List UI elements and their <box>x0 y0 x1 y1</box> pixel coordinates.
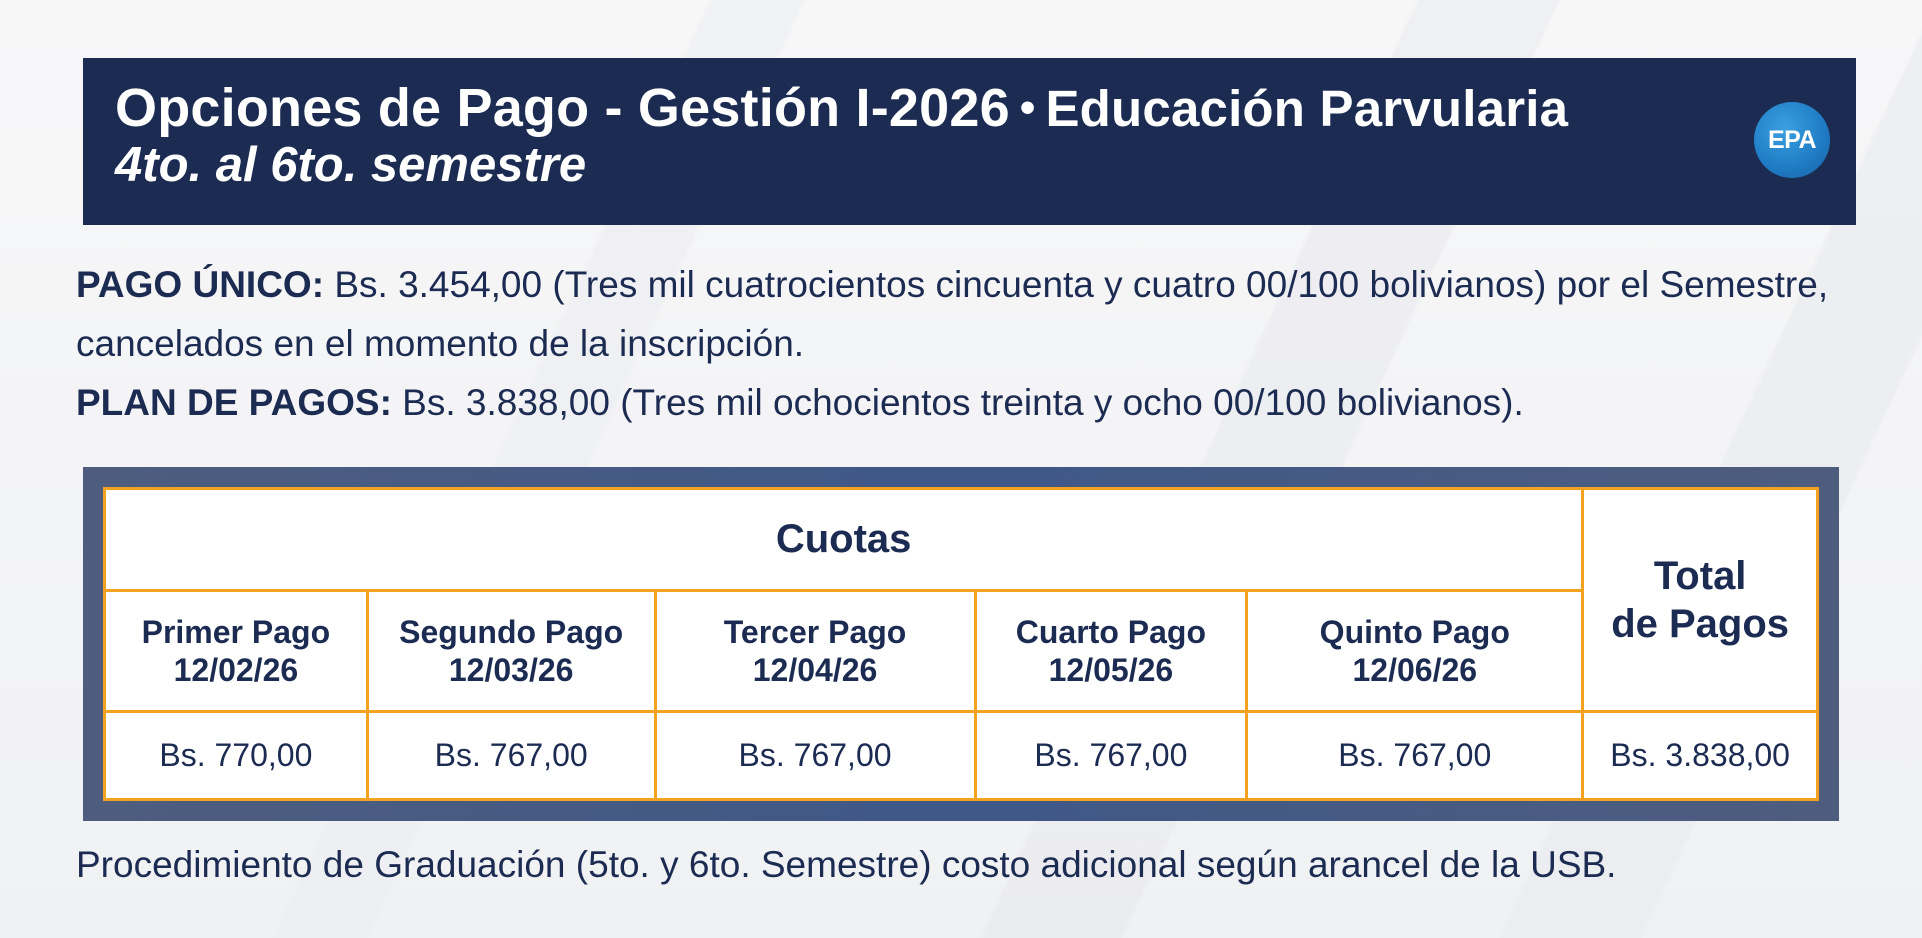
table-row <box>105 712 1818 800</box>
total-header <box>1583 489 1818 712</box>
amount-cell: Bs. 767,00 <box>655 712 975 800</box>
column-header <box>367 591 655 712</box>
amount-cell: Bs. 767,00 <box>1247 712 1583 800</box>
column-date: 12/02/26 <box>173 652 299 688</box>
column-header <box>105 591 368 712</box>
column-name: Segundo Pago <box>399 613 624 650</box>
column-name: Tercer Pago <box>723 613 907 650</box>
plan-pagos-label: PLAN DE PAGOS: <box>76 382 392 423</box>
amount-cell: Bs. 770,00 <box>105 712 368 800</box>
pago-unico-text: Bs. 3.454,00 (Tres mil cuatrocientos cincuenta y cuatro 00/100 bolivianos) por el Semestre, cancelados en el momento de la inscripción. <box>76 264 1829 364</box>
column-date: 12/04/26 <box>752 652 878 688</box>
column-name: Cuarto Pago <box>1015 613 1206 650</box>
pago-unico-paragraph <box>76 255 1866 373</box>
payment-table-frame <box>83 467 1839 821</box>
total-header-line1: Total <box>1653 554 1747 598</box>
header-banner <box>83 58 1856 225</box>
title-text: Opciones de Pago - Gestión I-2026 <box>115 78 1010 138</box>
column-date: 12/03/26 <box>448 652 574 688</box>
pago-unico-label: PAGO ÚNICO: <box>76 264 325 305</box>
cuotas-header: Cuotas <box>105 489 1583 591</box>
amount-cell: Bs. 767,00 <box>975 712 1247 800</box>
plan-pagos-text: Bs. 3.838,00 (Tres mil ochocientos treinta y ocho 00/100 bolivianos). <box>391 382 1524 423</box>
total-header-line2: de Pagos <box>1611 602 1790 646</box>
column-date: 12/06/26 <box>1352 652 1478 688</box>
column-name: Quinto Pago <box>1319 613 1510 650</box>
column-header <box>975 591 1247 712</box>
column-header <box>655 591 975 712</box>
title-separator: • <box>1019 83 1036 132</box>
payment-info <box>76 255 1866 432</box>
table-group-row <box>105 489 1818 591</box>
column-name: Primer Pago <box>141 613 331 650</box>
graduation-footnote: Procedimiento de Graduación (5to. y 6to. Semestre) costo adicional según arancel de la USB. <box>76 844 1617 885</box>
page-subtitle: 4to. al 6to. semestre <box>115 137 587 192</box>
page-title <box>115 80 1856 137</box>
plan-pagos-paragraph <box>76 373 1866 432</box>
table-header-row <box>105 591 1818 712</box>
column-date: 12/05/26 <box>1048 652 1174 688</box>
total-amount-cell: Bs. 3.838,00 <box>1583 712 1818 800</box>
column-header <box>1247 591 1583 712</box>
program-name: Educación Parvularia <box>1045 80 1569 137</box>
payment-table <box>103 487 1819 801</box>
epa-logo: EPA <box>1754 102 1830 178</box>
amount-cell: Bs. 767,00 <box>367 712 655 800</box>
